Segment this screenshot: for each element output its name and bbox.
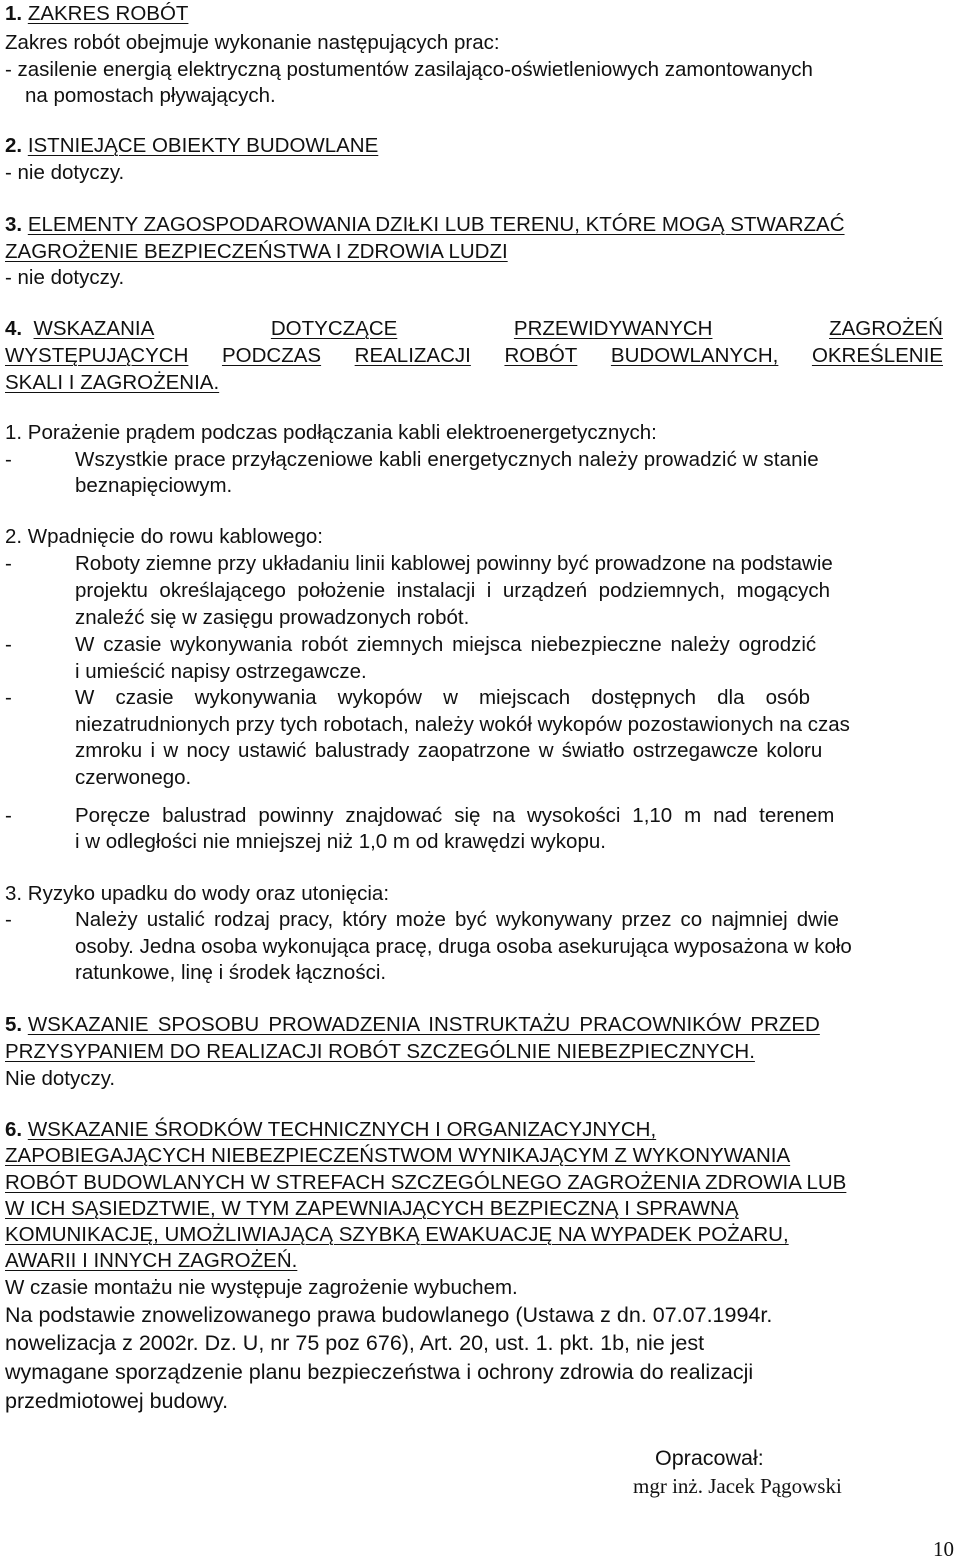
section-6-number: 6. xyxy=(5,1118,23,1141)
section-5-heading xyxy=(5,1012,820,1038)
hazard-2-line: projektu określającego położenie instalacji i urządzeń podziemnych, mogących xyxy=(75,579,831,602)
bullet-dash: - xyxy=(5,686,12,709)
bullet-dash: - xyxy=(5,804,12,827)
section-1-item-line: na pomostach pływających. xyxy=(25,84,276,107)
hazard-3-heading: 3. Ryzyko upadku do wody oraz utonięcia: xyxy=(5,882,390,905)
section-6-title-line: ROBÓT BUDOWLANYCH W STREFACH SZCZEGÓLNEGO ZAGROŻENIA ZDROWIA LUB xyxy=(5,1171,847,1194)
legal-note-line: wymagane sporządzenie planu bezpieczeństwa i ochrony zdrowia do realizacji xyxy=(5,1360,754,1384)
section-4-title-word: OKREŚLENIE xyxy=(811,344,943,367)
legal-note-line: przedmiotowej budowy. xyxy=(5,1389,229,1413)
section-6-title-line: KOMUNIKACJĘ, UMOŻLIWIAJĄCĄ SZYBKĄ EWAKUACJĘ NA WYPADEK POŻARU, xyxy=(5,1223,789,1246)
section-4-title-line-3: SKALI I ZAGROŻENIA. xyxy=(5,371,220,394)
hazard-3-line: ratunkowe, linę i środek łączności. xyxy=(75,961,387,984)
section-6-text: W czasie montażu nie występuje zagrożenie wybuchem. xyxy=(5,1276,518,1299)
section-5-title: WSKAZANIE SPOSOBU PROWADZENIA INSTRUKTAŻU PRACOWNIKÓW PRZED xyxy=(27,1013,820,1036)
section-4-title-word: REALIZACJI xyxy=(354,344,471,367)
section-5-text: Nie dotyczy. xyxy=(5,1067,116,1090)
section-4-title-word: BUDOWLANYCH, xyxy=(610,344,779,367)
section-3-heading xyxy=(5,212,845,238)
section-4-title-word: PODCZAS xyxy=(221,344,322,367)
hazard-1-line: beznapięciowym. xyxy=(75,474,233,497)
section-2-title: ISTNIEJĄCE OBIEKTY BUDOWLANE xyxy=(27,134,379,157)
section-4-title-word: ZAGROŻEŃ xyxy=(829,317,943,340)
section-2-text: - nie dotyczy. xyxy=(5,161,125,184)
bullet-dash: - xyxy=(5,908,12,931)
section-6-title-line: ZAPOBIEGAJĄCYCH NIEBEZPIECZEŃSTWOM WYNIKAJĄCYM Z WYKONYWANIA xyxy=(5,1144,791,1167)
hazard-2-line: i umieścić napisy ostrzegawcze. xyxy=(75,660,367,683)
section-5-number: 5. xyxy=(5,1013,23,1036)
bullet-dash: - xyxy=(5,448,12,471)
section-6-heading xyxy=(5,1117,656,1143)
section-1-number: 1. xyxy=(5,2,23,25)
section-2-number: 2. xyxy=(5,134,23,157)
section-1-item-line: - zasilenie energią elektryczną postumentów zasilająco-oświetleniowych zamontowanych xyxy=(5,58,813,81)
section-4-title-word: DOTYCZĄCE xyxy=(270,317,398,340)
section-5-title-cont: PRZYSYPANIEM DO REALIZACJI ROBÓT SZCZEGÓLNIE NIEBEZPIECZNYCH. xyxy=(5,1040,755,1063)
legal-note-line: nowelizacja z 2002r. Dz. U, nr 75 poz 676), Art. 20, ust. 1. pkt. 1b, nie jest xyxy=(5,1331,705,1355)
section-4-number: 4. xyxy=(5,317,23,340)
hazard-1-heading: 1. Porażenie prądem podczas podłączania kabli elektroenergetycznych: xyxy=(5,421,657,444)
section-6-title-line: AWARII I INNYCH ZAGROŻEŃ. xyxy=(5,1249,298,1272)
bullet-dash: - xyxy=(5,633,12,656)
hazard-2-line: W czasie wykonywania wykopów w miejscach dostępnych dla osób xyxy=(75,686,811,709)
section-3-title-cont: ZAGROŻENIE BEZPIECZEŃSTWA I ZDROWIA LUDZI xyxy=(5,240,508,263)
hazard-2-line: Roboty ziemne przy układaniu linii kablowej powinny być prowadzone na podstawie xyxy=(75,552,833,575)
section-4-title-line-2 xyxy=(5,343,943,369)
hazard-2-line: czerwonego. xyxy=(75,766,192,789)
hazard-2-line: niezatrudnionych przy tych robotach, należy wokół wykopów pozostawionych na czas xyxy=(75,713,850,736)
section-4-title-word: ROBÓT xyxy=(504,344,578,367)
section-6-title: WSKAZANIE ŚRODKÓW TECHNICZNYCH I ORGANIZACYJNYCH, xyxy=(27,1118,657,1141)
bullet-dash: - xyxy=(5,552,12,575)
hazard-2-line: zmroku i w nocy ustawić balustrady zaopatrzone w światło ostrzegawcze koloru xyxy=(75,739,823,762)
section-3-number: 3. xyxy=(5,213,23,236)
section-1-intro: Zakres robót obejmuje wykonanie następujących prac: xyxy=(5,31,500,54)
section-4-title-word: WSKAZANIA xyxy=(33,317,155,340)
section-4-title-word: PRZEWIDYWANYCH xyxy=(513,317,713,340)
section-3-text: - nie dotyczy. xyxy=(5,266,125,289)
page-number: 10 xyxy=(933,1537,954,1561)
hazard-3-line: Należy ustalić rodzaj pracy, który może być wykonywany przez co najmniej dwie xyxy=(75,908,839,931)
section-4-title-word: WYSTĘPUJĄCYCH xyxy=(5,344,189,367)
hazard-2-line: znaleźć się w zasięgu prowadzonych robót. xyxy=(75,606,470,629)
signature-name: mgr inż. Jacek Pągowski xyxy=(633,1474,842,1498)
legal-note-line: Na podstawie znowelizowanego prawa budowlanego (Ustawa z dn. 07.07.1994r. xyxy=(5,1303,773,1327)
hazard-1-line: Wszystkie prace przyłączeniowe kabli energetycznych należy prowadzić w stanie xyxy=(75,448,819,471)
hazard-2-line: i w odległości nie mniejszej niż 1,0 m od krawędzi wykopu. xyxy=(75,830,606,853)
hazard-2-heading: 2. Wpadnięcie do rowu kablowego: xyxy=(5,525,323,548)
section-4-title-line-1 xyxy=(5,316,943,342)
section-1-title: ZAKRES ROBÓT xyxy=(27,2,189,25)
section-6-title-line: W ICH SĄSIEDZTWIE, W TYM ZAPEWNIAJĄCYCH BEZPIECZNĄ I SPRAWNĄ xyxy=(5,1197,739,1220)
signature-label: Opracował: xyxy=(655,1446,764,1470)
hazard-2-line: W czasie wykonywania robót ziemnych miejsca niebezpieczne należy ogrodzić xyxy=(75,633,817,656)
section-3-title: ELEMENTY ZAGOSPODAROWANIA DZIŁKI LUB TERENU, KTÓRE MOGĄ STWARZAĆ xyxy=(27,213,845,236)
hazard-3-line: osoby. Jedna osoba wykonująca pracę, druga osoba asekurująca wyposażona w koło xyxy=(75,935,852,958)
section-1-heading xyxy=(5,1,188,27)
section-2-heading xyxy=(5,133,378,159)
hazard-2-line: Poręcze balustrad powinny znajdować się na wysokości 1,10 m nad terenem xyxy=(75,804,835,827)
